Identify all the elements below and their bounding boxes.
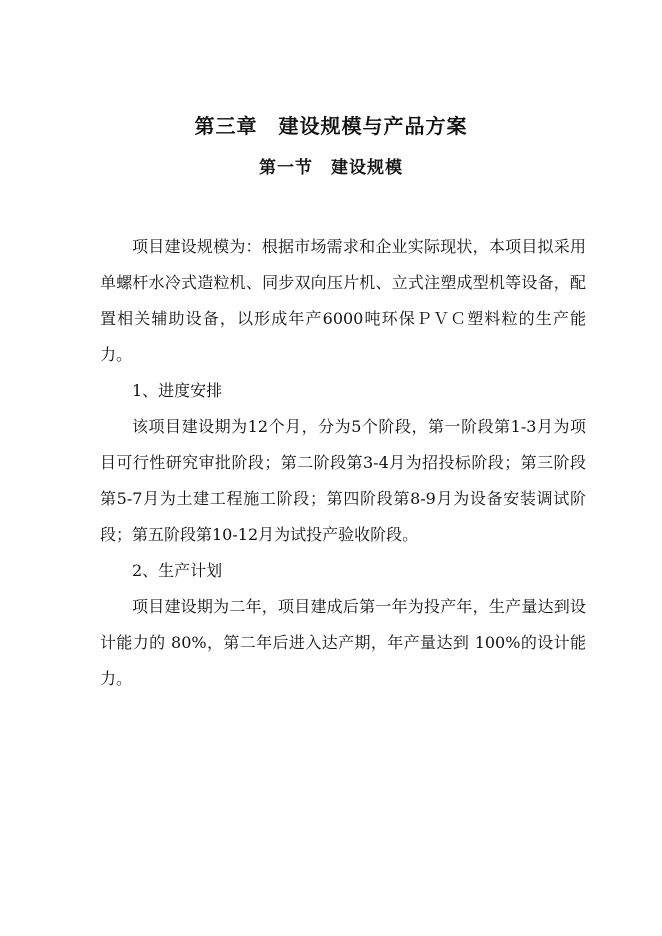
paragraph-schedule: 该项目建设期为12个月，分为5个阶段，第一阶段第1-3月为项目可行性研究审批阶段；第二阶段第3-4月为招投标阶段；第三阶段第5-7月为土建工程施工阶段；第四阶段第8-9月为设备安装调试阶段；第五阶段第10-12月为试投产验收阶段。 bbox=[100, 417, 586, 544]
body-text bbox=[100, 229, 586, 697]
heading-production-plan: 2、生产计划 bbox=[132, 561, 223, 580]
heading-schedule: 1、进度安排 bbox=[132, 381, 223, 400]
paragraph-scale-description: 项目建设规模为：根据市场需求和企业实际现状，本项目拟采用单螺杆水冷式造粒机、同步双向压片机、立式注塑成型机等设备，配置相关辅助设备，以形成年产6000吨环保ＰＶＣ塑料粒的生产能力。 bbox=[100, 237, 586, 364]
paragraph-production-plan: 项目建设期为二年，项目建成后第一年为投产年，生产量达到设计能力的 80%，第二年后进入达产期，年产量达到 100%的设计能力。 bbox=[100, 597, 586, 688]
chapter-title: 第三章 建设规模与产品方案 bbox=[194, 114, 468, 138]
section-title: 第一节 建设规模 bbox=[259, 158, 403, 178]
